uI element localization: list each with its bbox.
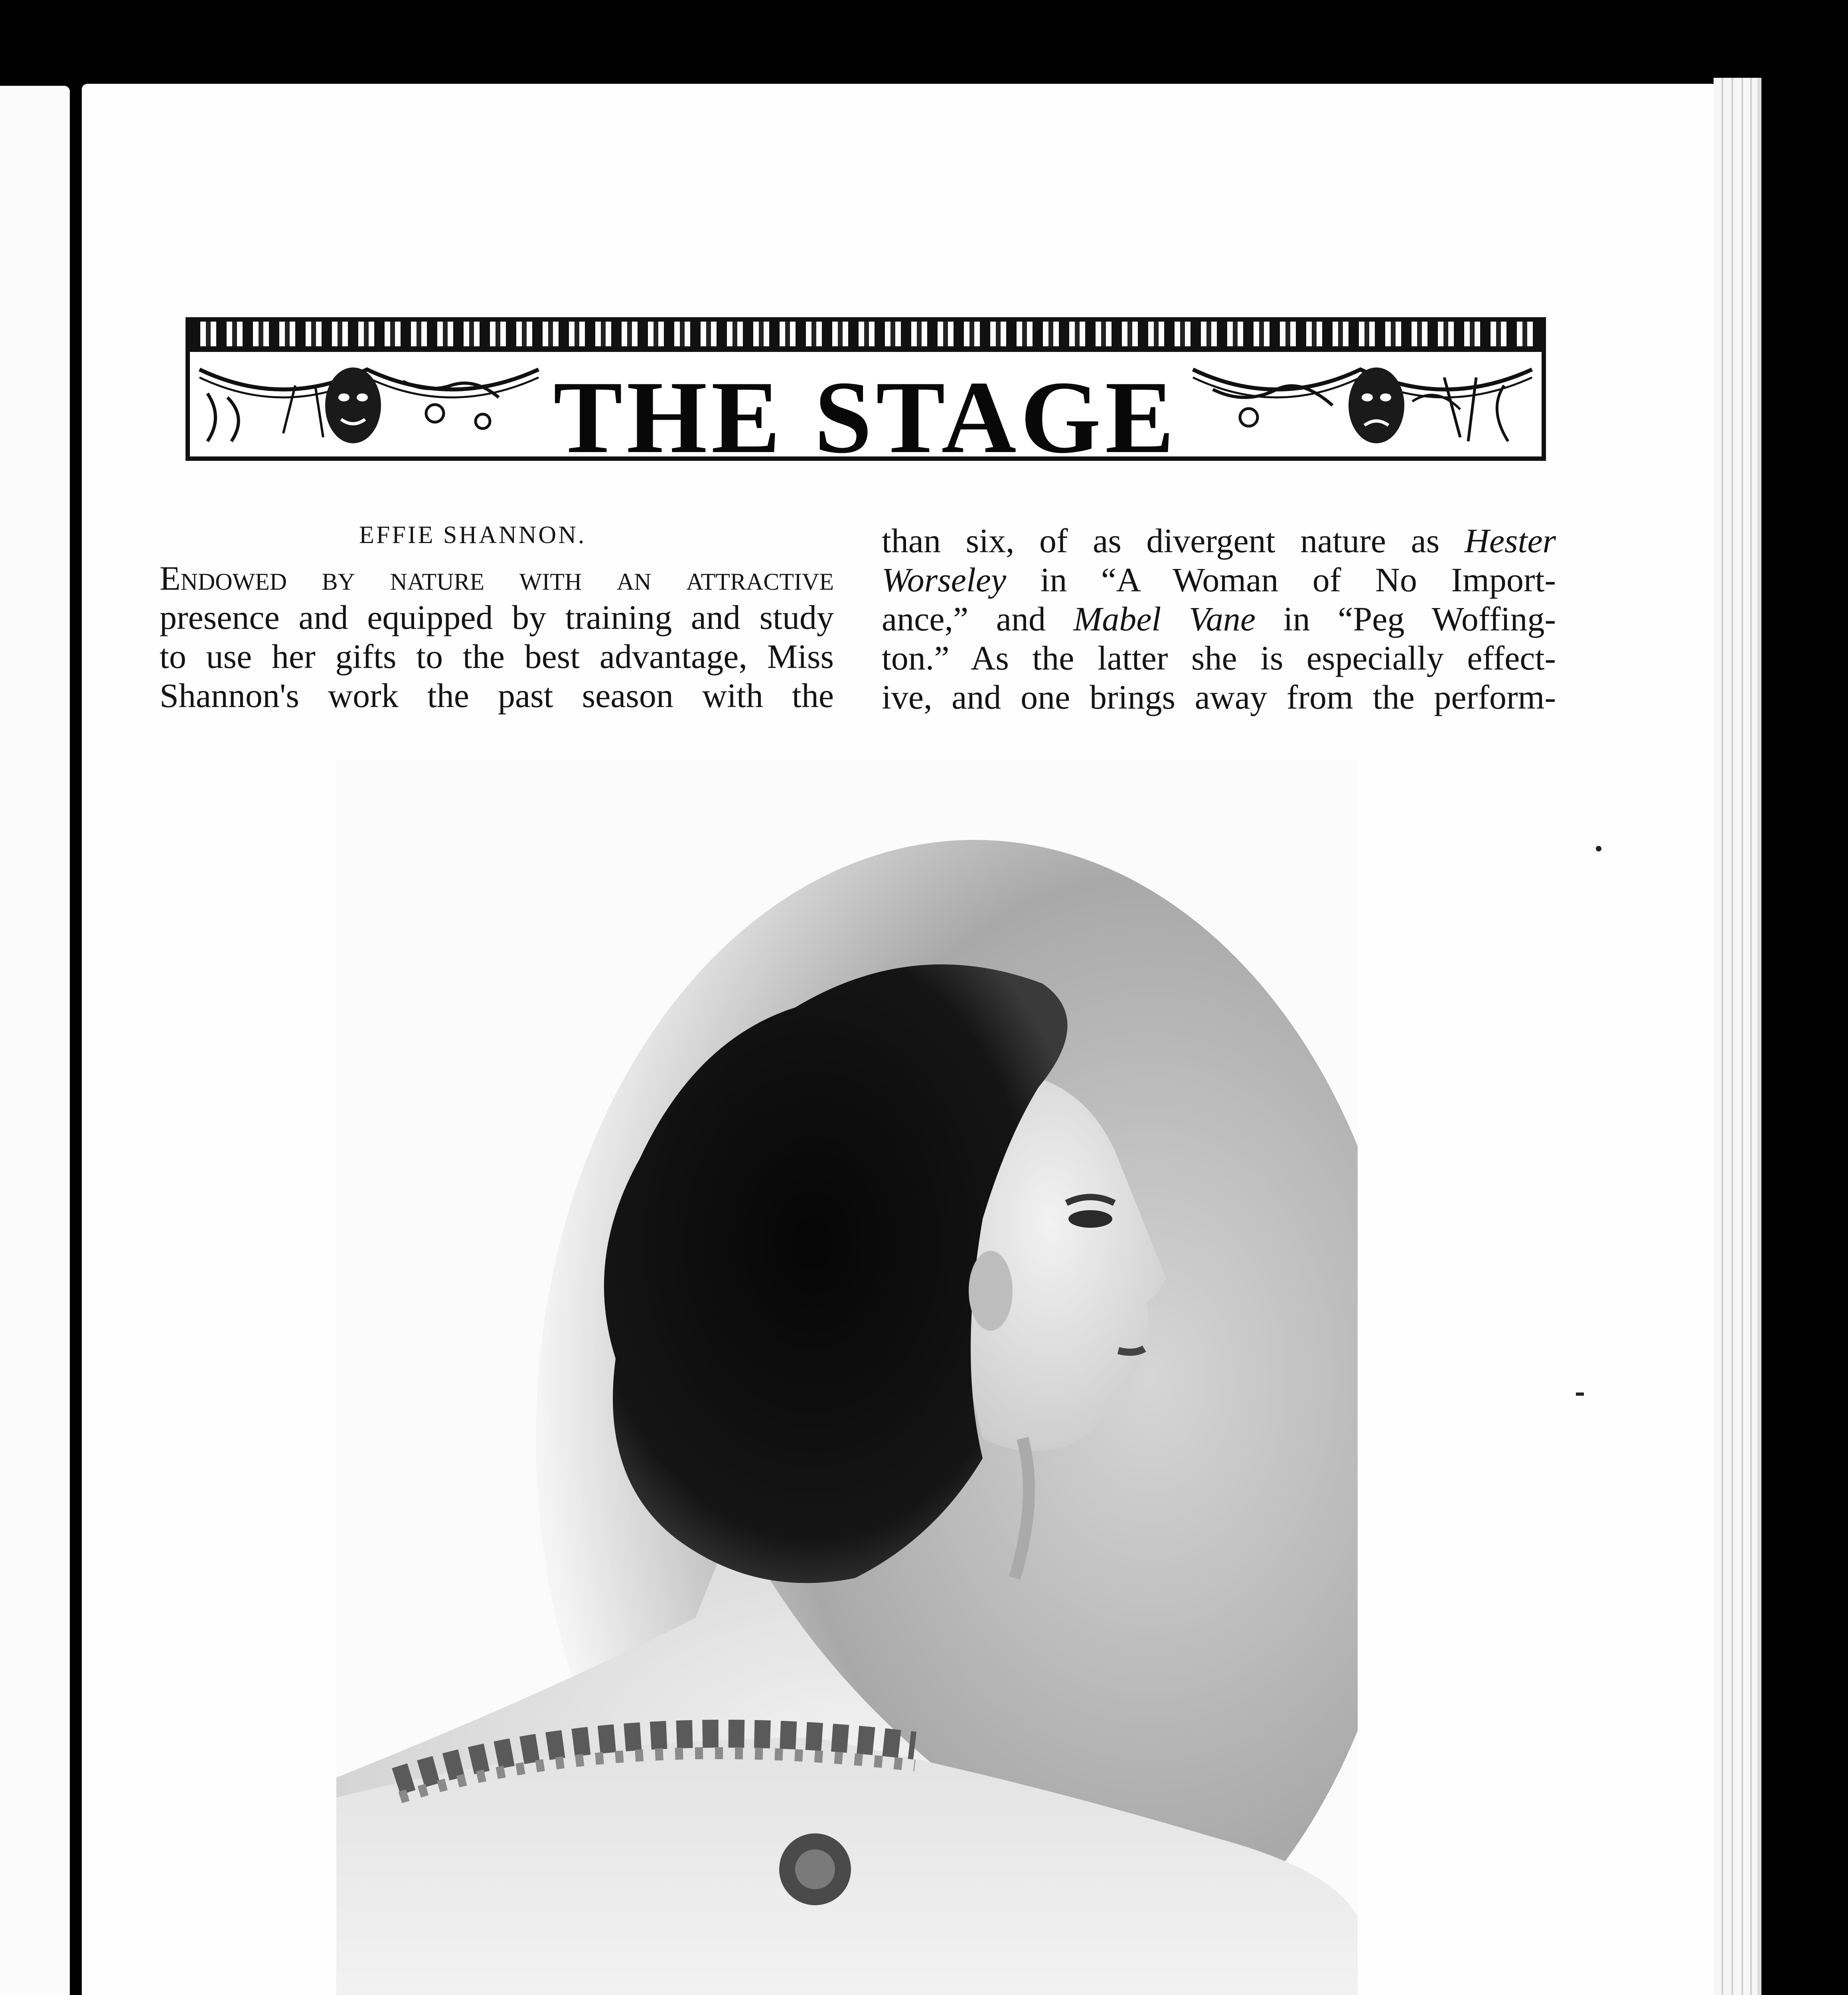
portrait-photograph — [336, 760, 1358, 1995]
section-title: THE STAGE — [553, 360, 1179, 475]
text-column-top-right — [882, 521, 1556, 717]
text-line: presence and equipped by training and study — [160, 598, 834, 636]
section-header-banner — [186, 317, 1546, 475]
text-line: ive, and one brings away from the perform- — [882, 678, 1556, 716]
ornamental-border — [190, 322, 1542, 346]
text-column-top-left — [160, 559, 834, 715]
text-line: ance,” and Mabel Vane in “Peg Woffing- — [882, 600, 1556, 638]
speck — [1576, 1393, 1584, 1396]
text-line: Worseley in “A Woman of No Import- — [882, 561, 1556, 599]
theatre-mask-ornament-right — [1189, 354, 1536, 455]
text-line: than six, of as divergent nature as Hester — [882, 521, 1556, 560]
text-line: Shannon's work the past season with the — [160, 676, 834, 715]
speck — [1596, 846, 1601, 851]
text-line: ton.” As the latter she is especially effect- — [882, 639, 1556, 677]
facing-page-edge — [0, 86, 70, 1995]
article-heading: EFFIE SHANNON. — [359, 521, 586, 549]
page-stack-edge — [1714, 78, 1761, 1995]
text-line: to use her gifts to the best advantage, Miss — [160, 637, 834, 676]
text-line: Endowed by nature with an attractive — [160, 559, 834, 597]
